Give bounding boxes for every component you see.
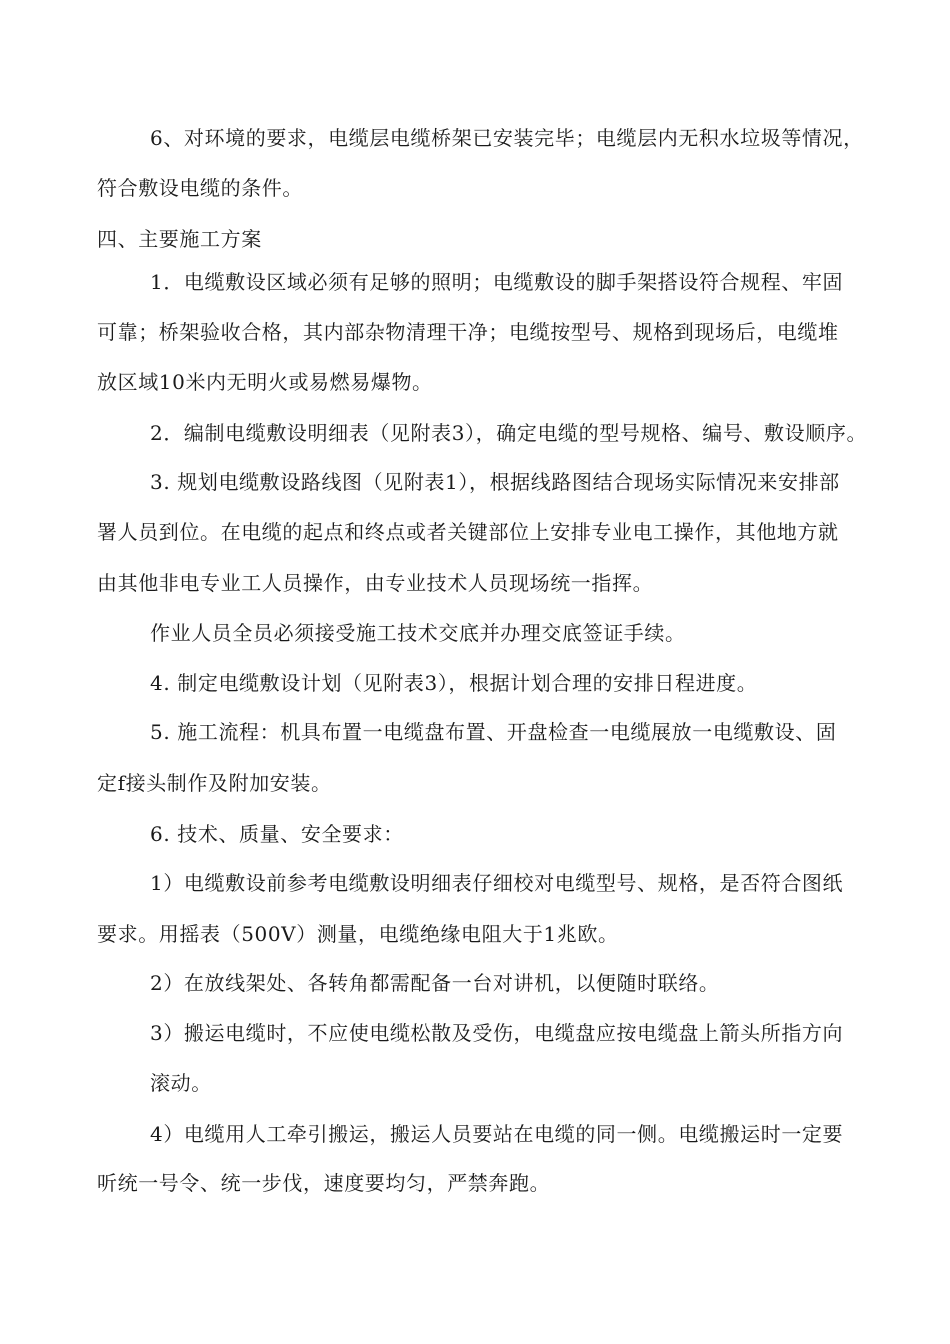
para-6-env-line-2: 符合敷设电缆的条件。	[97, 176, 303, 200]
req-4-line-2: 听统一号令、统一步伐，速度要均匀，严禁奔跑。	[97, 1171, 551, 1195]
item-2: 2．编制电缆敷设明细表（见附表3），确定电缆的型号规格、编号、敷设顺序。	[150, 421, 868, 445]
briefing-note: 作业人员全员必须接受施工技术交底并办理交底签证手续。	[150, 621, 686, 645]
req-2: 2）在放线架处、各转角都需配备一台对讲机，以便随时联络。	[150, 971, 720, 995]
item-1-line-2: 可靠；桥架验收合格，其内部杂物清理干净；电缆按型号、规格到现场后，电缆堆	[97, 320, 839, 344]
section-heading: 四、主要施工方案	[97, 227, 262, 251]
item-5-line-2: 定f接头制作及附加安装。	[97, 771, 332, 795]
item-3-line-3: 由其他非电专业工人员操作，由专业技术人员现场统一指挥。	[97, 571, 654, 595]
req-1-line-2: 要求。用摇表（500V）测量，电缆绝缘电阻大于1兆欧。	[97, 922, 619, 946]
req-3-line-1: 3）搬运电缆时，不应使电缆松散及受伤，电缆盘应按电缆盘上箭头所指方向	[150, 1021, 844, 1045]
item-3-line-2: 署人员到位。在电缆的起点和终点或者关键部位上安排专业电工操作，其他地方就	[97, 520, 839, 544]
item-3-line-1: 3. 规划电缆敷设路线图（见附表1），根据线路图结合现场实际情况来安排部	[150, 470, 840, 494]
item-1-line-3: 放区域10米内无明火或易燃易爆物。	[97, 370, 433, 394]
item-4: 4. 制定电缆敷设计划（见附表3），根据计划合理的安排日程进度。	[150, 671, 758, 695]
req-4-line-1: 4）电缆用人工牵引搬运，搬运人员要站在电缆的同一侧。电缆搬运时一定要	[150, 1122, 844, 1146]
para-6-env-line-1: 6、对环境的要求，电缆层电缆桥架已安装完毕；电缆层内无积水垃圾等情况，	[150, 126, 864, 150]
req-1-line-1: 1）电缆敷设前参考电缆敷设明细表仔细校对电缆型号、规格，是否符合图纸	[150, 871, 844, 895]
item-6-heading: 6. 技术、质量、安全要求：	[150, 822, 404, 846]
item-1-line-1: 1．电缆敷设区域必须有足够的照明；电缆敷设的脚手架搭设符合规程、牢固	[150, 270, 844, 294]
req-3-line-2: 滚动。	[150, 1071, 212, 1095]
item-5-line-1: 5. 施工流程：机具布置一电缆盘布置、开盘检查一电缆展放一电缆敷设、固	[150, 720, 837, 744]
